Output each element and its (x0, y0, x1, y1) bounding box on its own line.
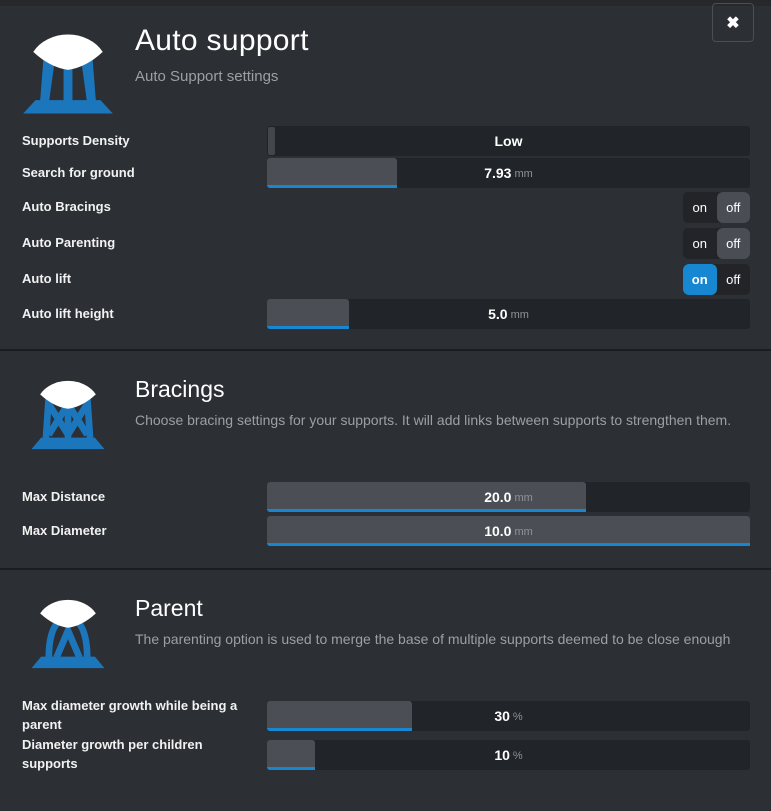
parent-icon (20, 575, 116, 671)
diameter-growth-children-slider[interactable] (267, 740, 750, 770)
setting-label: Auto Bracings (22, 199, 111, 215)
close-icon: ✖ (726, 14, 740, 32)
row-auto-bracings (22, 192, 771, 223)
section-header-parent (0, 575, 771, 671)
slider-unit: % (512, 750, 523, 762)
slider-unit: % (512, 710, 523, 723)
setting-label: Auto lift (22, 271, 72, 287)
dialog-subtitle: Auto Support settings (135, 68, 279, 85)
section-header-bracings (0, 356, 771, 452)
toggle-off-button[interactable]: off (717, 192, 751, 223)
setting-label: Auto Parenting (22, 235, 116, 251)
setting-label: Supports Density (22, 132, 130, 148)
supports-density-select[interactable] (267, 126, 750, 156)
row-search-for-ground (22, 158, 771, 188)
setting-label: Search for ground (22, 164, 135, 180)
setting-label: Diameter growth per children supports (22, 737, 203, 771)
row-supports-density (22, 126, 771, 156)
toggle-on-button[interactable]: on (683, 264, 717, 295)
auto-bracings-toggle[interactable] (683, 192, 750, 223)
max-diameter-slider[interactable] (267, 516, 750, 546)
auto-lift-toggle[interactable] (683, 264, 750, 295)
slider-value: 30 (494, 707, 510, 724)
slider-value: 20.0 (484, 489, 512, 505)
slider-unit: mm (514, 168, 533, 180)
dialog-title: Auto support (135, 24, 309, 57)
slider-unit: mm (514, 526, 533, 538)
toggle-on-button[interactable]: on (692, 236, 707, 251)
row-auto-lift-height (22, 299, 771, 329)
toggle-on-button[interactable]: on (692, 200, 707, 215)
row-max-diameter (22, 516, 771, 546)
row-max-diameter-growth-parent (22, 697, 771, 732)
setting-label: Max Diameter (22, 522, 107, 538)
setting-label: Max diameter growth while being a parent (22, 697, 238, 732)
slider-value: 5.0 (488, 306, 508, 322)
max-distance-slider[interactable] (267, 482, 750, 512)
section-title: Bracings (135, 376, 225, 402)
slider-unit: mm (514, 492, 533, 504)
row-auto-parenting (22, 228, 771, 259)
auto-lift-height-slider[interactable] (267, 299, 750, 329)
section-divider (0, 568, 771, 570)
section-subtitle: Choose bracing settings for your supports. It will add links between supports to strengthen them. (135, 412, 732, 428)
max-diameter-growth-slider[interactable] (267, 701, 750, 731)
section-header-auto-support (0, 6, 771, 118)
slider-value: 10.0 (484, 523, 512, 539)
slider-unit: mm (510, 309, 529, 321)
section-subtitle: The parenting option is used to merge the base of multiple supports deemed to be close enough (135, 631, 731, 647)
close-button[interactable] (712, 3, 754, 42)
setting-label: Auto lift height (22, 305, 114, 321)
setting-label: Max Distance (22, 488, 106, 504)
auto-support-icon (12, 6, 124, 118)
toggle-off-button[interactable]: off (717, 228, 751, 259)
select-value: Low (494, 133, 523, 149)
slider-value: 10 (494, 747, 510, 763)
section-title: Parent (135, 595, 203, 621)
section-divider (0, 349, 771, 351)
bracings-icon (20, 356, 116, 452)
row-diameter-growth-children (22, 737, 771, 771)
search-for-ground-slider[interactable] (267, 158, 750, 188)
toggle-off-button[interactable]: off (726, 272, 741, 287)
row-auto-lift (22, 264, 771, 295)
row-max-distance (22, 482, 771, 512)
slider-value: 7.93 (484, 165, 512, 181)
auto-parenting-toggle[interactable] (683, 228, 750, 259)
